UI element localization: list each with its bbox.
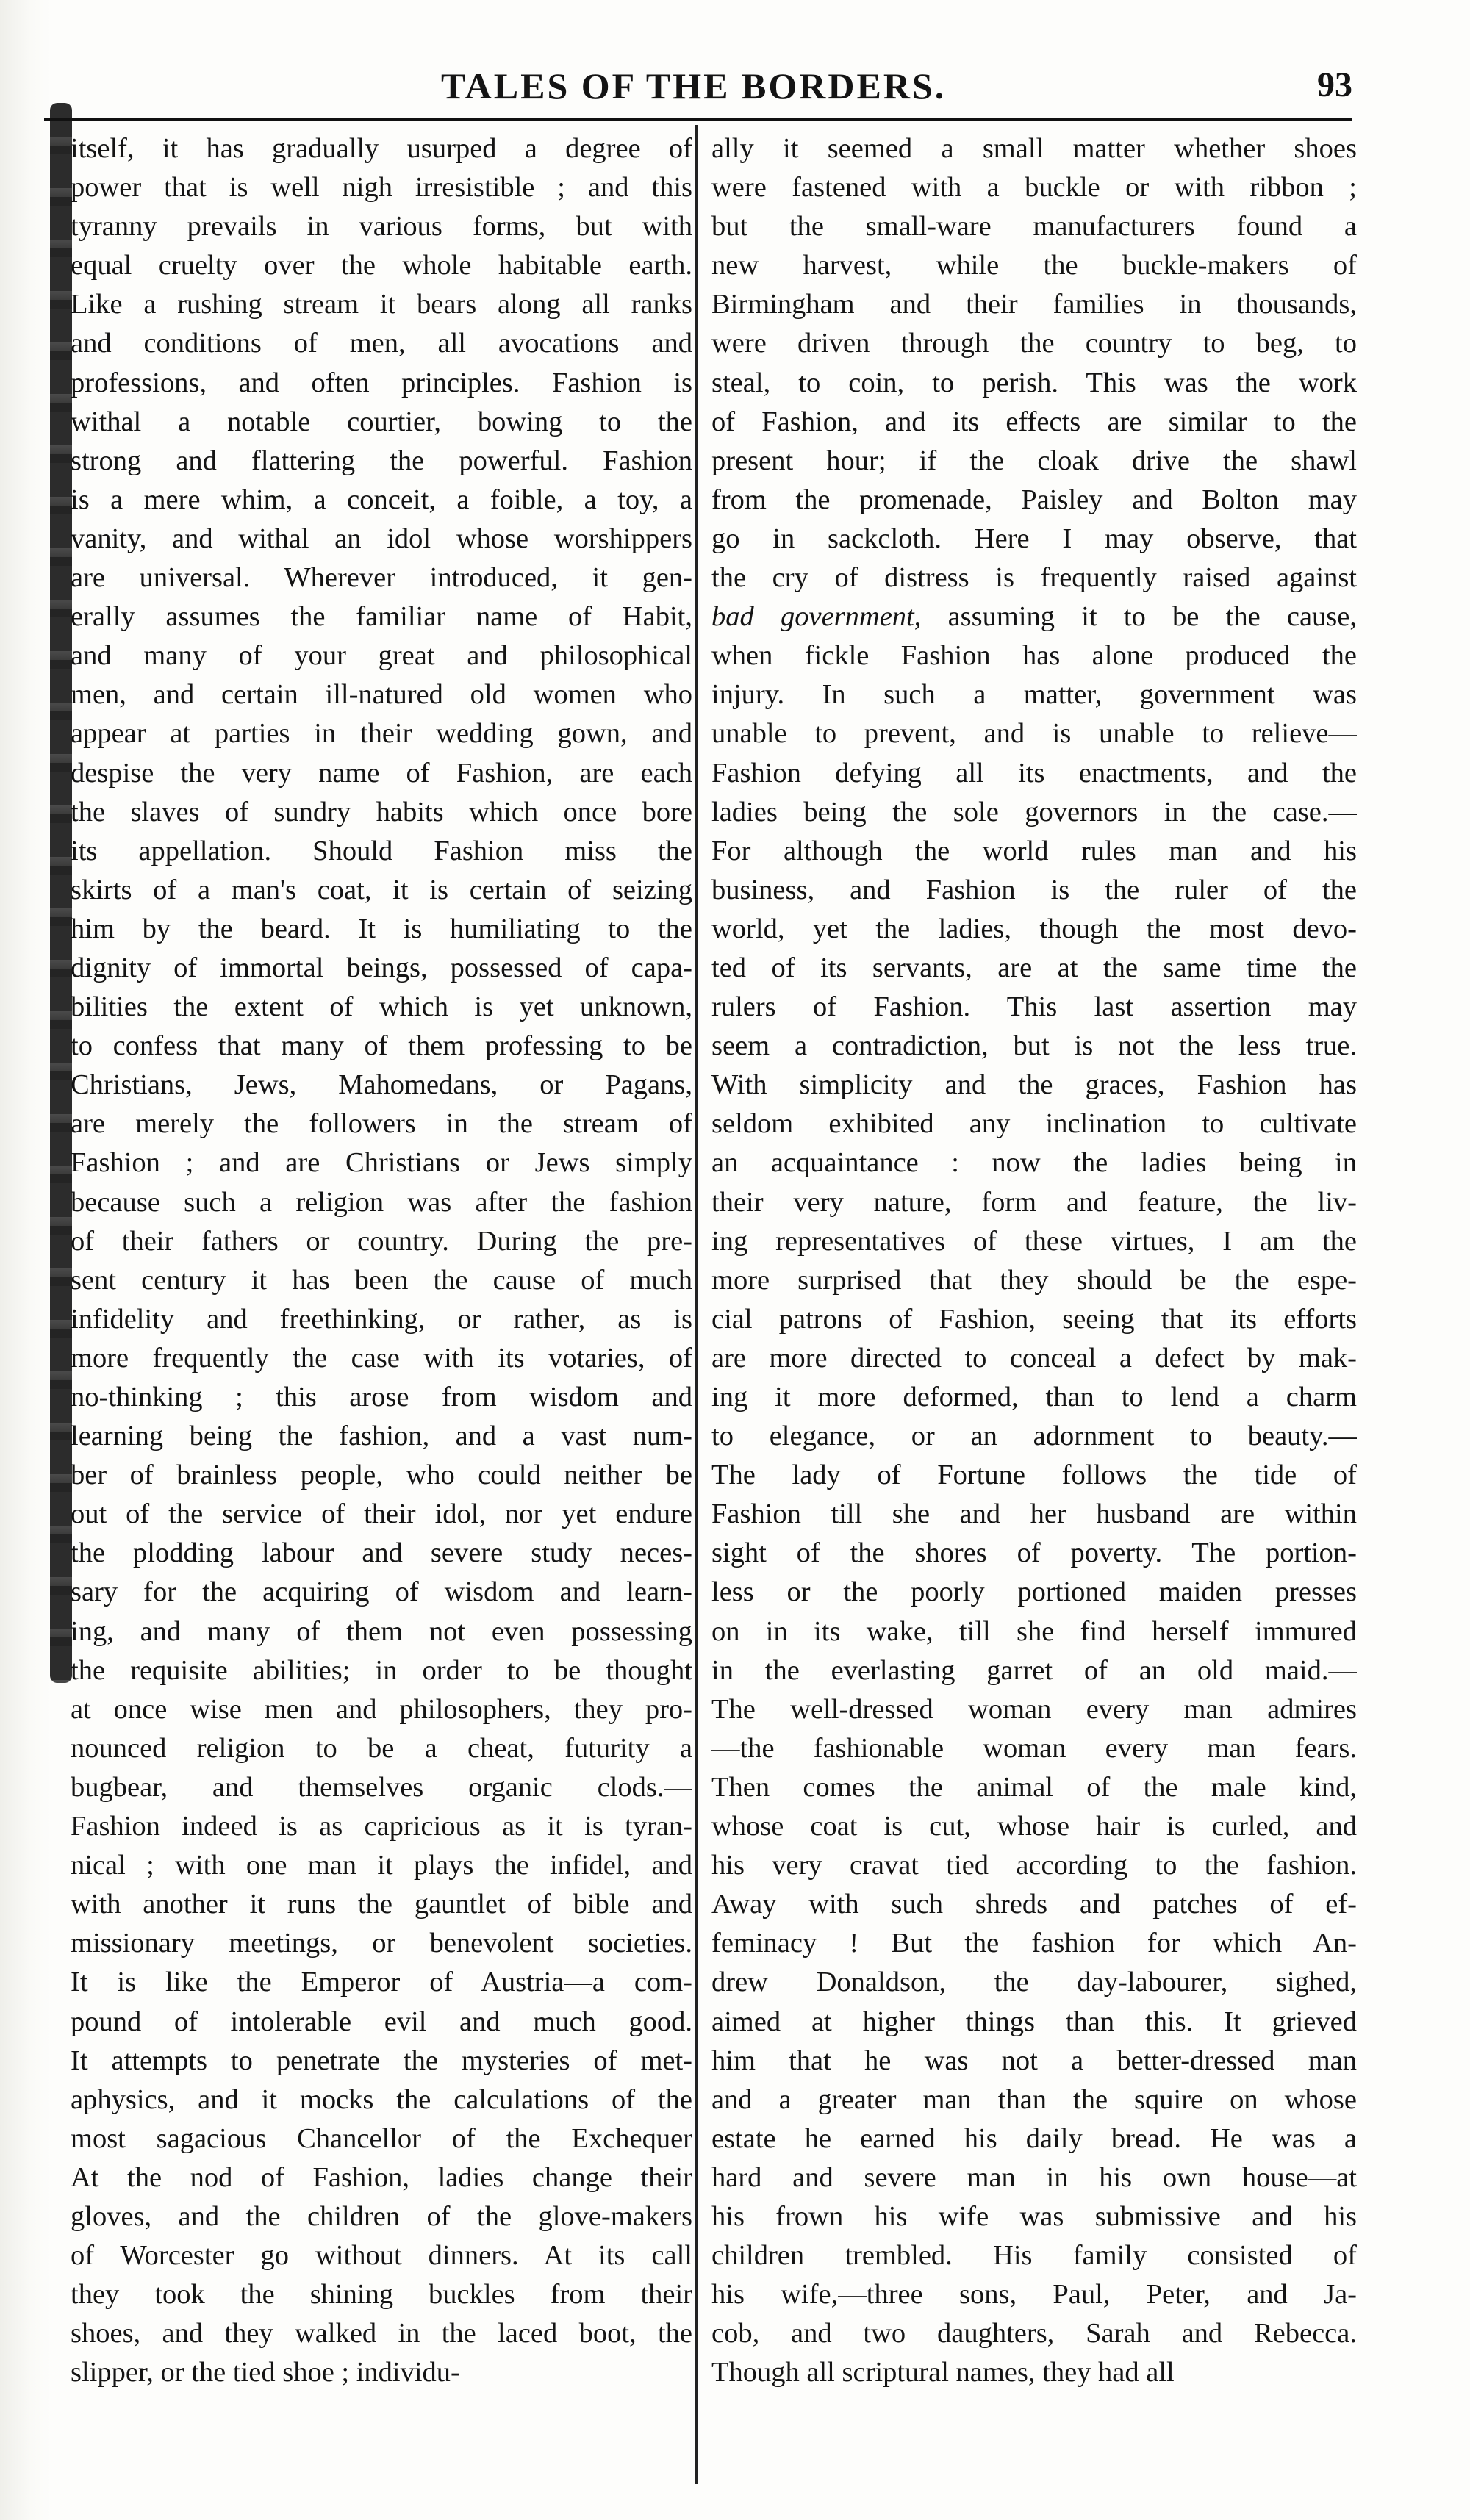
text-line: It is like the Emperor of Austria—a com- xyxy=(71,1967,692,1998)
text-line: at once wise men and philosophers, they pro- xyxy=(71,1693,692,1725)
text-line: is a mere whim, a conceit, a foible, a toy, a xyxy=(71,484,692,515)
text-line: steal, to coin, to perish. This was the work xyxy=(711,367,1357,398)
text-line: business, and Fashion is the ruler of the xyxy=(711,874,1357,905)
text-line: With simplicity and the graces, Fashion has xyxy=(711,1069,1357,1101)
text-line: and a greater man than the squire on whose xyxy=(711,2083,1357,2115)
text-line: from the promenade, Paisley and Bolton may xyxy=(711,484,1357,515)
text-line: unable to prevent, and is unable to relieve— xyxy=(711,718,1357,750)
text-line: and many of your great and philosophical xyxy=(71,640,692,672)
text-line: less or the poorly portioned maiden presses xyxy=(711,1576,1357,1608)
text-line: The well-dressed woman every man admires xyxy=(711,1693,1357,1725)
text-line: Then comes the animal of the male kind, xyxy=(711,1771,1357,1803)
text-line: Christians, Jews, Mahomedans, or Pagans, xyxy=(71,1069,692,1101)
text-line: cial patrons of Fashion, seeing that its efforts xyxy=(711,1303,1357,1335)
text-line: of Worcester go without dinners. At its call xyxy=(71,2240,692,2272)
text-line: ally it seemed a small matter whether shoes xyxy=(711,133,1357,164)
page-edge-shading xyxy=(0,0,51,2520)
text-line: Fashion indeed is as capricious as it is tyran- xyxy=(71,1811,692,1842)
text-line: the cry of distress is frequently raised against xyxy=(711,562,1357,594)
text-line: go in sackcloth. Here I may observe, that xyxy=(711,523,1357,554)
text-line: are merely the followers in the stream of xyxy=(71,1108,692,1140)
text-line: no-thinking ; this arose from wisdom and xyxy=(71,1382,692,1412)
text-line: tyranny prevails in various forms, but with xyxy=(71,211,692,243)
text-line: his frown his wife was submissive and his xyxy=(711,2200,1357,2232)
text-line: feminacy ! But the fashion for which An- xyxy=(711,1928,1357,1959)
text-line: erally assumes the familiar name of Habit, xyxy=(71,601,692,633)
text-line: world, yet the ladies, though the most devo- xyxy=(711,913,1357,944)
right-column xyxy=(711,129,1357,2392)
text-line: seldom exhibited any inclination to cultivate xyxy=(711,1108,1357,1140)
text-line: out of the service of their idol, nor yet endure xyxy=(71,1498,692,1530)
running-title: TALES OF THE BORDERS. xyxy=(441,65,947,107)
text-line: injury. In such a matter, government was xyxy=(711,679,1357,711)
text-line: its appellation. Should Fashion miss the xyxy=(71,835,692,866)
text-line: missionary meetings, or benevolent societies. xyxy=(71,1928,692,1959)
text-line: Fashion ; and are Christians or Jews simply xyxy=(71,1147,692,1179)
text-line: most sagacious Chancellor of the Exchequer xyxy=(71,2122,692,2154)
text-line: of their fathers or country. During the pre- xyxy=(71,1225,692,1257)
text-line: drew Donaldson, the day-labourer, sighed, xyxy=(711,1967,1357,1998)
text-line: of Fashion, and its effects are similar to the xyxy=(711,406,1357,437)
text-line: when fickle Fashion has alone produced the xyxy=(711,640,1357,672)
text-line: whose coat is cut, whose hair is curled, and xyxy=(711,1811,1357,1842)
text-line: present hour; if the cloak drive the shawl xyxy=(711,445,1357,476)
text-line: bilities the extent of which is yet unknown, xyxy=(71,991,692,1023)
text-line: the plodding labour and severe study neces- xyxy=(71,1537,692,1569)
column-divider xyxy=(695,125,698,2484)
text-line: to confess that many of them professing to be xyxy=(71,1030,692,1062)
text-line: appear at parties in their wedding gown, and xyxy=(71,718,692,750)
text-line: —the fashionable woman every man fears. xyxy=(711,1732,1357,1764)
italic-phrase: bad government xyxy=(711,601,914,633)
text-line: men, and certain ill-natured old women who xyxy=(71,679,692,711)
text-line: aimed at higher things than this. It grieved xyxy=(711,2006,1357,2037)
text-line: nounced religion to be a cheat, futurity a xyxy=(71,1732,692,1764)
binding-shadow xyxy=(50,103,72,1683)
text-line: sight of the shores of poverty. The portion- xyxy=(711,1537,1357,1569)
text-line: him that he was not a better-dressed man xyxy=(711,2045,1357,2076)
text-line: shoes, and they walked in the laced boot, the xyxy=(71,2318,692,2350)
text-line: they took the shining buckles from their xyxy=(71,2279,692,2311)
text-line: Birmingham and their families in thousands, xyxy=(711,289,1357,320)
text-line: because such a religion was after the fashion xyxy=(71,1186,692,1218)
text-line: nical ; with one man it plays the infidel, and xyxy=(71,1850,692,1881)
text-line: Like a rushing stream it bears along all ranks xyxy=(71,289,692,320)
text-line: rulers of Fashion. This last assertion may xyxy=(711,991,1357,1023)
text-line: Away with such shreds and patches of ef- xyxy=(711,1889,1357,1920)
text-line: bad government, assuming it to be the cause, xyxy=(711,601,1357,633)
header-rule xyxy=(44,118,1352,121)
text-line: hard and severe man in his own house—at xyxy=(711,2161,1357,2193)
text-line: ladies being the sole governors in the case.— xyxy=(711,796,1357,828)
text-line: skirts of a man's coat, it is certain of seizing xyxy=(71,874,692,905)
text-line: his very cravat tied according to the fashion. xyxy=(711,1850,1357,1881)
running-header xyxy=(44,65,1352,109)
text-line: on in its wake, till she find herself immured xyxy=(711,1615,1357,1647)
text-line: aphysics, and it mocks the calculations of the xyxy=(71,2083,692,2115)
text-line: cob, and two daughters, Sarah and Rebecca. xyxy=(711,2318,1357,2350)
left-column xyxy=(71,129,692,2392)
text-line: in the everlasting garret of an old maid.— xyxy=(711,1654,1357,1686)
text-line: bugbear, and themselves organic clods.— xyxy=(71,1771,692,1803)
text-line: the slaves of sundry habits which once bore xyxy=(71,796,692,828)
text-line: Fashion defying all its enactments, and the xyxy=(711,757,1357,789)
text-line: to elegance, or an adornment to beauty.— xyxy=(711,1421,1357,1452)
text-line: sent century it has been the cause of much xyxy=(71,1264,692,1296)
text-line: It attempts to penetrate the mysteries of met- xyxy=(71,2045,692,2076)
text-line: ing, and many of them not even possessing xyxy=(71,1615,692,1647)
text-line: Fashion till she and her husband are within xyxy=(711,1498,1357,1530)
text-line: At the nod of Fashion, ladies change their xyxy=(71,2161,692,2193)
text-line: more surprised that they should be the espe- xyxy=(711,1264,1357,1296)
text-line: slipper, or the tied shoe ; individu- xyxy=(71,2357,460,2388)
text-line: were driven through the country to beg, to xyxy=(711,328,1357,359)
text-line: power that is well nigh irresistible ; and this xyxy=(71,172,692,204)
text-line: infidelity and freethinking, or rather, as is xyxy=(71,1303,692,1335)
page-number: 93 xyxy=(1317,65,1352,104)
text-line: ing representatives of these virtues, I am the xyxy=(711,1225,1357,1257)
text-line: gloves, and the children of the glove-makers xyxy=(71,2200,692,2232)
text-line: with another it runs the gauntlet of bible and xyxy=(71,1889,692,1920)
text-line: equal cruelty over the whole habitable earth. xyxy=(71,250,692,281)
text-line: ber of brainless people, who could neither be xyxy=(71,1460,692,1491)
text-line: despise the very name of Fashion, are each xyxy=(71,757,692,789)
text-line: children trembled. His family consisted of xyxy=(711,2240,1357,2272)
text-line: new harvest, while the buckle-makers of xyxy=(711,250,1357,281)
text-line: strong and flattering the powerful. Fashion xyxy=(71,445,692,476)
text-line: were fastened with a buckle or with ribbon ; xyxy=(711,172,1357,204)
text-line: are more directed to conceal a defect by mak- xyxy=(711,1342,1357,1374)
text-line: dignity of immortal beings, possessed of capa- xyxy=(71,952,692,983)
text-line: their very nature, form and feature, the liv- xyxy=(711,1186,1357,1218)
text-line: are universal. Wherever introduced, it gen- xyxy=(71,562,692,594)
text-line: Though all scriptural names, they had all xyxy=(711,2357,1175,2388)
text-line: sary for the acquiring of wisdom and learn- xyxy=(71,1576,692,1608)
text-line: the requisite abilities; in order to be thought xyxy=(71,1654,692,1686)
text-line: him by the beard. It is humiliating to the xyxy=(71,913,692,944)
text-line: but the small-ware manufacturers found a xyxy=(711,211,1357,243)
text-line: learning being the fashion, and a vast num- xyxy=(71,1421,692,1452)
text-line: withal a notable courtier, bowing to the xyxy=(71,406,692,437)
text-line: For although the world rules man and his xyxy=(711,835,1357,866)
text-line: ing it more deformed, than to lend a charm xyxy=(711,1382,1357,1412)
text-line: and conditions of men, all avocations and xyxy=(71,328,692,359)
text-line: estate he earned his daily bread. He was a xyxy=(711,2122,1357,2154)
text-line: vanity, and withal an idol whose worshippers xyxy=(71,523,692,554)
text-line: more frequently the case with its votaries, of xyxy=(71,1342,692,1374)
text-line: ted of its servants, are at the same time the xyxy=(711,952,1357,983)
text-line: itself, it has gradually usurped a degree of xyxy=(71,133,692,164)
text-line: an acquaintance : now the ladies being in xyxy=(711,1147,1357,1179)
text-line: The lady of Fortune follows the tide of xyxy=(711,1460,1357,1491)
text-line: his wife,—three sons, Paul, Peter, and Ja- xyxy=(711,2279,1357,2311)
text-line: pound of intolerable evil and much good. xyxy=(71,2006,692,2037)
text-line: professions, and often principles. Fashion is xyxy=(71,367,692,398)
text-line: seem a contradiction, but is not the less true. xyxy=(711,1030,1357,1062)
